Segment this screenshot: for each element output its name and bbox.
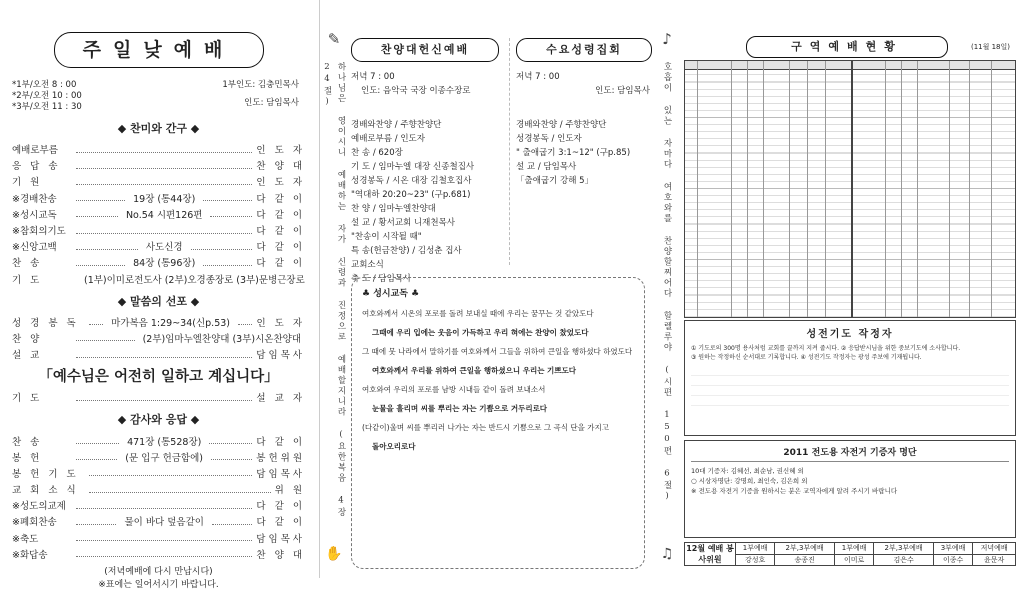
praise-order-list [12, 141, 305, 287]
service-leader: 인도: 담임목사 [244, 98, 299, 108]
sunday-service-panel [0, 0, 320, 590]
leader-dots [89, 318, 103, 325]
order-label: ※화답송 [12, 549, 48, 561]
vertical-verse-1: 하나님은 영이시니 예배하는 자가 신령과 진정으로 예배할지니라 (요한복음 4장 24절) [322, 62, 346, 518]
order-row [12, 530, 305, 546]
service-order-line: 성경봉독 / 인도자 [516, 134, 582, 144]
leader-dots [211, 453, 252, 460]
order-detail: (1부)이미로전도사 (2부)오경종장로 (3부)문병근장로 [84, 274, 305, 286]
order-person: 담임목사 [256, 350, 305, 362]
reading-line: 돌아오리로다 [372, 442, 416, 451]
order-row [12, 173, 305, 189]
service-time-3: *3부/오전 11 : 30 [12, 102, 82, 112]
leader-dots [76, 518, 116, 525]
leader-dots [191, 243, 253, 250]
order-row [12, 157, 305, 173]
order-row [12, 432, 305, 448]
table-column-line [807, 61, 808, 317]
responsive-reading-box [351, 277, 645, 569]
district-report-date: (11월 18일) [970, 43, 1010, 51]
order-detail: No.54 시편126편 [125, 209, 203, 221]
order-label: 찬양 [12, 333, 49, 345]
vertical-verse-strip-2 [656, 0, 678, 578]
responsive-reading-lines [362, 307, 634, 453]
service-order-line: 찬 양 / 임마누엘찬양대 [351, 204, 436, 214]
service-order-line: 교회소식 [351, 260, 384, 270]
order-row [12, 389, 305, 405]
order-detail: (문 입구 헌금함에) [125, 452, 203, 464]
leader-dots [76, 534, 252, 541]
service-order-line: 설 교 / 담임목사 [516, 162, 577, 172]
music-note-icon: ♪ [662, 30, 672, 48]
reading-line: 눈물을 흘리며 씨를 뿌리는 자는 기쁨으로 거두리로다 [372, 404, 548, 413]
order-detail: 사도신경 [145, 242, 183, 254]
donor-line-1: 10대 기증자: 김혜선, 최순남, 권신혜 외 [691, 467, 804, 475]
order-person: 인 도 자 [256, 145, 305, 157]
order-detail: 물이 바다 덮음같이 [124, 517, 204, 529]
order-person: 다 같 이 [256, 258, 305, 270]
district-report-table [684, 60, 1016, 318]
choir-service-leader: 인도: 음악국 국장 이종수장로 [361, 86, 471, 96]
order-detail: 19장 (통44장) [133, 193, 196, 205]
leader-dots [76, 162, 252, 169]
service-order-line: 「출애굽기 강해 5」 [516, 176, 594, 186]
order-label: 봉헌 [12, 452, 49, 464]
order-label: ※성도의교제 [12, 501, 66, 513]
leader-dots [203, 194, 252, 201]
leader-dots [76, 146, 252, 153]
prayer-note-2: ③ 원하는 작정하신 순서대로 기록합니다. ④ 성전기도 작정자는 광성 주보에 기재됩니다. [691, 354, 922, 361]
district-report-title: 구역예배현황 [746, 36, 948, 58]
service-order-line: 경배와찬양 / 주향찬양단 [351, 120, 442, 130]
choir-service-order [351, 118, 503, 286]
spacer [351, 98, 503, 118]
leader-dots [238, 318, 252, 325]
order-row [12, 346, 305, 362]
duty-header: 1부예배 [736, 543, 775, 555]
duty-name: 윤문자 [973, 554, 1016, 566]
leader-dots [212, 518, 252, 525]
wednesday-service-leader: 인도: 담임목사 [595, 86, 650, 96]
order-row [12, 222, 305, 238]
sermon-title: 「예수님은 어전히 일하고 계십니다」 [38, 368, 279, 386]
leader-dots [76, 210, 118, 217]
order-person: 담임목사 [256, 468, 305, 480]
duty-header-row [685, 543, 1016, 555]
table-column-line [731, 61, 732, 317]
order-label: 응답송 [12, 161, 67, 173]
reading-line: 그때에 우리 입에는 웃음이 가득하고 우리 혀에는 찬양이 찼었도다 [372, 328, 589, 337]
service-order-line: 축 도 / 담임목사 [351, 274, 412, 284]
leader-dots [76, 437, 119, 444]
order-detail: (2부)임마누엘찬양대 (3부)시온찬양대 [142, 333, 301, 345]
order-label: 기원 [12, 177, 49, 189]
order-person: 다 같 이 [256, 226, 305, 238]
order-detail: 471장 (통528장) [127, 436, 202, 448]
duty-name: 이종수 [933, 554, 972, 566]
table-column-line [949, 61, 950, 317]
leader-dots [76, 178, 252, 185]
duty-header: 3부예배 [933, 543, 972, 555]
order-person: 다 같 이 [256, 517, 306, 529]
order-person: 다 같 이 [256, 501, 305, 513]
thanks-order-list [12, 432, 305, 562]
order-row [12, 238, 305, 254]
wednesday-service-order [516, 118, 656, 188]
table-column-line [917, 61, 918, 317]
table-column-line [885, 61, 886, 317]
book-icon: ✎ [327, 30, 341, 48]
reading-line: (다같이)울며 씨를 뿌리러 나가는 자는 반드시 기쁨으로 그 곡식 단을 가지고 [362, 423, 610, 432]
service-time-2: *2부/오전 10 : 00 [12, 91, 82, 101]
evening-services-panel [345, 0, 653, 578]
choir-dedication-service [351, 38, 503, 284]
order-label: 기도 [12, 393, 49, 405]
donor-line-2: ○ 시상자명단: 강명희, 최인숙, 김은희 외 [691, 477, 808, 485]
order-label: 봉헌기도 [12, 468, 85, 480]
order-row [12, 546, 305, 562]
reading-line: 여호와께서 시온의 포로를 돌려 보내실 때에 우리는 꿈꾸는 것 같았도다 [362, 309, 594, 318]
leader-dots [89, 486, 271, 493]
order-row [12, 513, 305, 529]
service-order-line: 경배와찬양 / 주향찬양단 [516, 120, 607, 130]
order-label: ※폐회찬송 [12, 517, 57, 529]
order-row [12, 314, 305, 330]
service-order-line: "찬송이 시작될 때" [351, 232, 422, 242]
table-column-line [697, 61, 698, 317]
leader-dots [76, 550, 252, 557]
prayer-pledge-box [684, 320, 1016, 436]
duty-name: 김은수 [874, 554, 934, 566]
reading-line: 그 때에 뭇 나라에서 말하기를 여호와께서 그들을 위하여 큰일을 행하셨다 하였도다 [362, 347, 633, 356]
prayer-pledge-title: 성전기도 작정자 [806, 329, 894, 340]
choir-service-time: 저녁 7 : 00 [351, 72, 395, 82]
service-order-line: 특 송(헌금찬양) / 김성춘 집사 [351, 246, 462, 256]
leader-dots [76, 453, 117, 460]
prayer-note-1: ① 기도로의 300명 용사처럼 교회를 끌까지 지켜 줍시다. ② 응답받시님을 위한 중보기도에 소사합니다. [691, 345, 961, 352]
order-person: 다 같 이 [256, 209, 305, 221]
leader-dots [203, 259, 252, 266]
leader-dots [76, 227, 252, 234]
leader-dots [76, 351, 252, 358]
leader-dots [209, 437, 252, 444]
leader-dots [76, 334, 135, 341]
leader-dots [76, 394, 252, 401]
service-times [12, 80, 305, 114]
order-row [12, 465, 305, 481]
prayer-schedule-lines [691, 366, 1009, 412]
order-label: 설교 [12, 350, 49, 362]
leader-dots [89, 469, 253, 476]
service-order-line: "역대하 20:20~23" (구p.681) [351, 190, 471, 200]
duty-name: 강성호 [736, 554, 775, 566]
duty-header: 1부예배 [834, 543, 873, 555]
vertical-verse-strip-1 [323, 0, 345, 578]
table-column-line [763, 61, 764, 317]
order-row [12, 141, 305, 157]
table-column-line [851, 61, 853, 317]
table-column-line [991, 61, 992, 317]
sunday-service-title: 주일낮예배 [54, 32, 264, 68]
section-praise-heading: ◆ 찬미와 간구 ◆ [117, 122, 200, 135]
wednesday-service-time: 저녁 7 : 00 [516, 72, 560, 82]
order-label: 기도 [12, 274, 49, 286]
order-row [12, 330, 305, 346]
evening-note: (저녁예배에 다시 만납시다) [104, 566, 213, 577]
order-row [12, 206, 305, 222]
wednesday-service-title: 수요성령집회 [516, 38, 652, 62]
order-label: ※축도 [12, 533, 39, 545]
table-header-row [685, 61, 1015, 70]
duty-header: 저녁예배 [973, 543, 1016, 555]
leader-dots [76, 243, 138, 250]
table-column-line [901, 61, 902, 317]
praying-hands-icon: ✋ [325, 546, 343, 562]
order-person: 담임목사 [256, 533, 305, 545]
leader-dots [76, 502, 252, 509]
wednesday-service [509, 38, 656, 265]
duty-name: 이미로 [834, 554, 873, 566]
stand-note: ※표에는 일어서시기 바랍니다. [98, 579, 219, 590]
order-person: 위 원 [274, 485, 305, 497]
violin-icon: ♫ [660, 546, 674, 562]
order-row [12, 254, 305, 270]
evening-services [351, 38, 650, 284]
section-word-heading: ◆ 말씀의 선포 ◆ [117, 294, 200, 308]
service-order-line: 찬 송 / 620장 [351, 148, 403, 158]
order-person: 봉헌위원 [256, 452, 306, 464]
order-row [12, 481, 305, 497]
order-row [12, 271, 305, 287]
order-person: 인 도 자 [256, 317, 306, 329]
table-column-line [969, 61, 970, 317]
order-row [12, 497, 305, 513]
leader-dots [210, 210, 252, 217]
order-label: 찬송 [12, 436, 49, 448]
section-thanks-heading: ◆ 감사와 응답 ◆ [117, 413, 200, 427]
word-order-list [12, 314, 305, 363]
bicycle-donor-title: 2011 전도용 자전거 기증자 명단 [691, 445, 1009, 462]
bicycle-donor-box [684, 440, 1016, 538]
order-person: 다 같 이 [256, 242, 306, 254]
service-order-line: 기 도 / 임마누엘 대장 신종철집사 [351, 162, 475, 172]
reading-line: 여호와께서 우리를 위하여 큰일을 행하셨으니 우리는 기쁘도다 [372, 366, 577, 375]
order-label: ※경배찬송 [12, 193, 57, 205]
duty-label: 12월 예배 봉사위원 [686, 544, 734, 564]
order-label: 예배로부름 [12, 145, 58, 157]
table-column-line [747, 61, 748, 317]
leader-dots [76, 259, 125, 266]
order-person: 설 교 자 [256, 393, 305, 405]
reading-line: 여호와여 우리의 포로를 남방 시내들 같이 돌려 보내소서 [362, 385, 546, 394]
order-label: 교회소식 [12, 485, 85, 497]
spacer [516, 98, 656, 118]
responsive-reading-title: ♣ 성시교독 ♣ [362, 289, 420, 299]
order-row [12, 190, 305, 206]
duty-name: 송종진 [775, 554, 835, 566]
table-column-line [789, 61, 790, 317]
leader-dots [76, 194, 125, 201]
order-label: 찬송 [12, 258, 49, 270]
service-time-1: *1부/오전 8 : 00 [12, 80, 77, 90]
table-column-line [825, 61, 826, 317]
order-person: 인 도 자 [256, 177, 305, 189]
donor-line-3: ※ 전도용 자전거 기증을 원하시는 분은 교역자에게 알려 주시기 바랍니다 [691, 487, 898, 495]
order-person: 다 같 이 [256, 436, 305, 448]
service-notes [12, 566, 305, 592]
order-row [12, 449, 305, 465]
service-order-line: 설 교 / 황서교회 니재천목사 [351, 218, 455, 228]
duty-header: 2부,3부예배 [775, 543, 835, 555]
reports-panel [680, 0, 1020, 578]
order-label: 성경봉독 [12, 317, 85, 329]
order-label: ※성시교독 [12, 209, 57, 221]
order-detail: 84장 (통96장) [133, 258, 196, 270]
service-order-line: " 출애굽기 3:1~12" (구p.85) [516, 148, 631, 158]
december-duty-table [684, 542, 1016, 566]
order-person: 찬 양 대 [256, 161, 305, 173]
first-service-preacher: 1부인도: 김충민목사 [222, 80, 299, 90]
order-label: ※신앙고백 [12, 242, 57, 254]
service-order-line: 예배로부름 / 인도자 [351, 134, 425, 144]
choir-service-title: 찬양대헌신예배 [351, 38, 499, 62]
duty-header: 2부,3부예배 [874, 543, 934, 555]
service-order-line: 성경봉독 / 시온 대장 김철호집사 [351, 176, 472, 186]
order-label: ※참회의기도 [12, 226, 66, 238]
order-person: 찬 양 대 [256, 549, 305, 561]
order-detail: 마가복음 1:29~34(신p.53) [111, 317, 230, 329]
vertical-verse-2: 호흡이 있는 자마다 여호와를 찬양할찌어다 할렐루야 (시편 150편 6절) [662, 62, 672, 503]
order-person: 다 같 이 [256, 193, 305, 205]
